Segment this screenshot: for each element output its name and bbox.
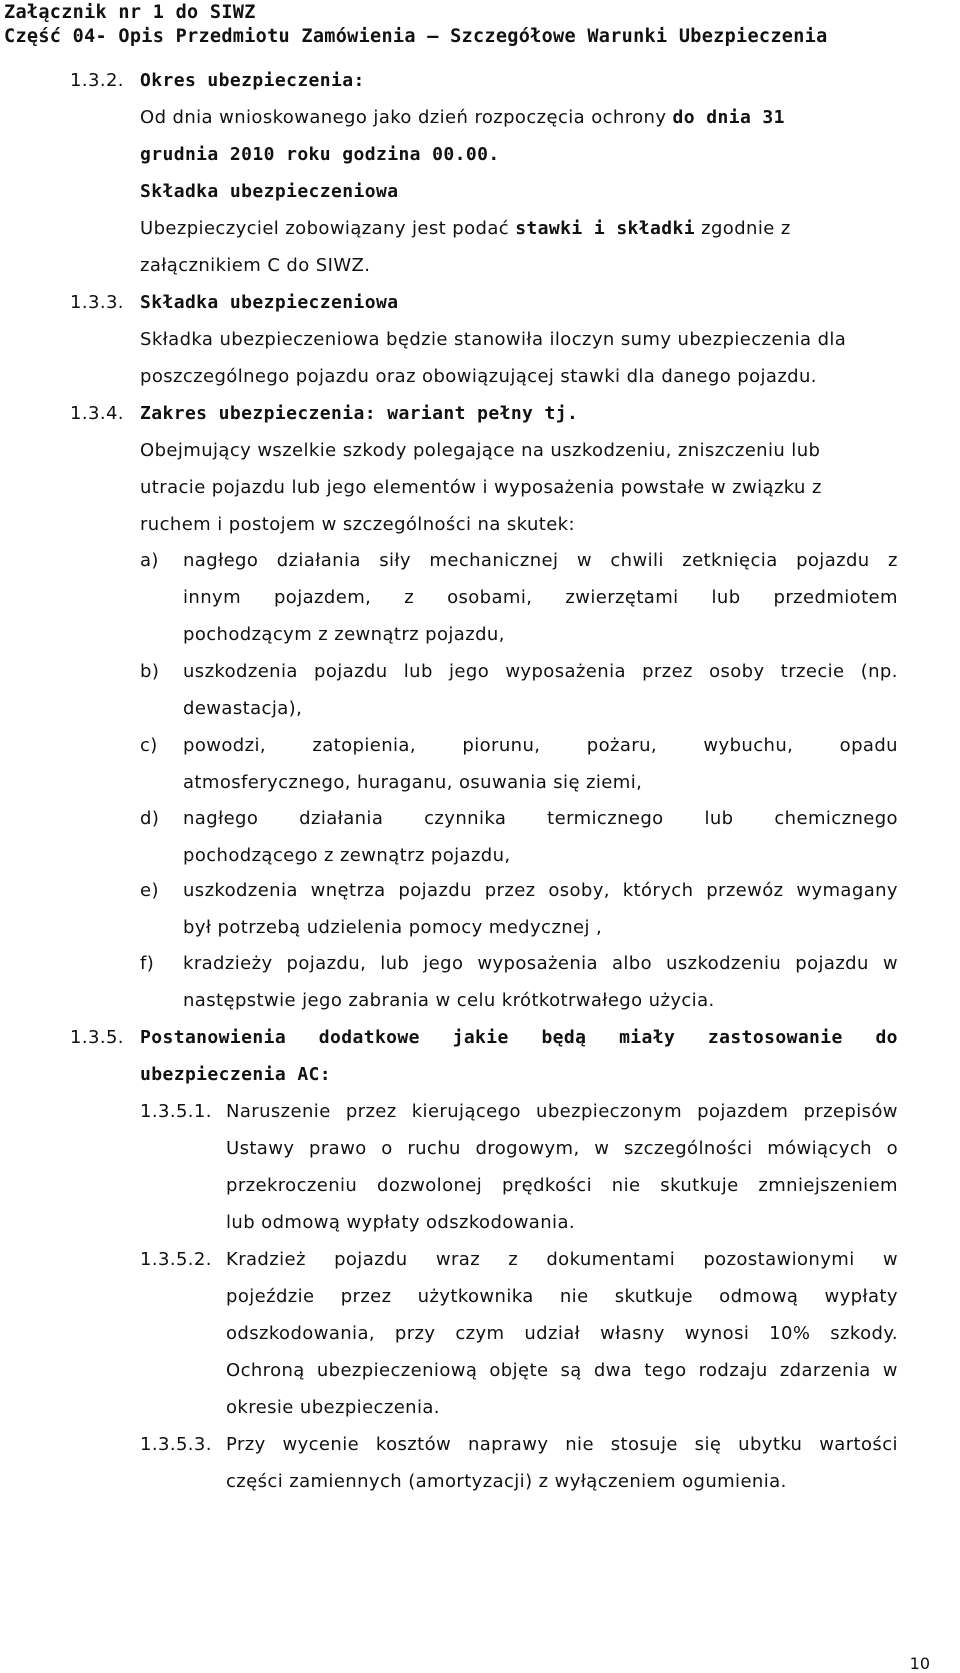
word: uszkodzeniu — [666, 953, 782, 974]
word: wartości — [819, 1434, 898, 1455]
subsection-number: 1.3.5.3. — [140, 1434, 212, 1455]
paragraph-line: ruchem i postojem w szczególności na skutek: — [140, 514, 575, 535]
word: przedmiotem — [773, 587, 898, 608]
list-item-line — [183, 880, 898, 902]
paragraph-line: Składka ubezpieczeniowa będzie stanowiła iloczyn sumy ubezpieczenia dla — [140, 329, 847, 350]
document-header-line1: Załącznik nr 1 do SIWZ — [4, 2, 256, 23]
word: czym — [455, 1323, 505, 1344]
section-number: 1.3.4. — [70, 403, 124, 424]
word: odszkodowania, — [226, 1323, 376, 1344]
word: Ustawy — [226, 1138, 295, 1159]
word: w — [594, 1138, 610, 1159]
word: skutkuje — [614, 1286, 693, 1307]
word: 10% — [769, 1323, 811, 1344]
word: zdarzenia — [779, 1360, 871, 1381]
list-item-line — [183, 550, 898, 572]
word: zetknięcia — [682, 550, 778, 571]
word: wnętrza — [310, 880, 386, 901]
word: zmniejszeniem — [758, 1175, 898, 1196]
subsection-line — [226, 1323, 898, 1345]
subsection-line — [226, 1175, 898, 1197]
paragraph-line: Obejmujący wszelkie szkody polegające na uszkodzeniu, zniszczeniu lub — [140, 440, 821, 461]
word: pojazdu — [398, 880, 472, 901]
subsection-line: lub odmową wypłaty odszkodowania. — [226, 1212, 576, 1233]
word: wypłaty — [824, 1286, 898, 1307]
subheading: Składka ubezpieczeniowa — [140, 181, 399, 202]
word: przy — [394, 1323, 436, 1344]
section-title: Zakres ubezpieczenia: wariant pełny tj. — [140, 403, 579, 424]
word: osoby, — [548, 880, 610, 901]
subsection-line — [226, 1138, 898, 1160]
list-item-label: a) — [140, 550, 159, 571]
word: pojeździe — [226, 1286, 315, 1307]
word: są — [560, 1360, 582, 1381]
word: działania — [299, 808, 384, 829]
word: Naruszenie — [226, 1101, 331, 1122]
list-item-label: e) — [140, 880, 159, 901]
word: Ochroną — [226, 1360, 305, 1381]
word: odmową — [719, 1286, 799, 1307]
section-title: Okres ubezpieczenia: — [140, 70, 365, 91]
word: z — [888, 550, 898, 571]
word: opadu — [839, 735, 898, 756]
list-item-line: atmosferycznego, huraganu, osuwania się ziemi, — [183, 772, 643, 793]
word: osobami, — [447, 587, 533, 608]
document-header-line2: Część 04- Opis Przedmiotu Zamówienia – Szczegółowe Warunki Ubezpieczenia — [4, 26, 828, 47]
word: uszkodzenia — [183, 661, 298, 682]
subsection-line: części zamiennych (amortyzacji) z wyłączeniem ogumienia. — [226, 1471, 787, 1492]
word: kierującego — [411, 1101, 521, 1122]
word: działania — [276, 550, 361, 571]
list-item-line: pochodzącego z zewnątrz pojazdu, — [183, 845, 511, 866]
word: nagłego — [183, 550, 259, 571]
word: kosztów — [375, 1434, 452, 1455]
word: Przy — [226, 1434, 266, 1455]
text-run: zgodnie z — [694, 218, 791, 239]
word: prawo — [309, 1138, 367, 1159]
word: szkody. — [830, 1323, 898, 1344]
word: czynnika — [424, 808, 507, 829]
section-title: Składka ubezpieczeniowa — [140, 292, 399, 313]
word: powodzi, — [183, 735, 266, 756]
word: lub — [403, 661, 433, 682]
word: zastosowanie — [707, 1027, 843, 1048]
word: uszkodzenia — [183, 880, 298, 901]
paragraph-line: poszczególnego pojazdu oraz obowiązującej stawki dla danego pojazdu. — [140, 366, 817, 387]
word: przez — [345, 1101, 397, 1122]
word: których — [622, 880, 694, 901]
word: chemicznego — [774, 808, 898, 829]
subsection-line — [226, 1286, 898, 1308]
word: przez — [642, 661, 693, 682]
word: o — [381, 1138, 393, 1159]
word: mówiących — [767, 1138, 872, 1159]
text-run: Ubezpieczyciel zobowiązany jest podać — [140, 218, 516, 239]
word: miały — [619, 1027, 676, 1048]
paragraph-line — [140, 218, 791, 240]
subsection-line: okresie ubezpieczenia. — [226, 1397, 440, 1418]
word: tego — [644, 1360, 687, 1381]
word: w — [576, 550, 592, 571]
word: wraz — [435, 1249, 481, 1270]
word: pojazdu — [314, 661, 388, 682]
word: pojazdem, — [273, 587, 372, 608]
word: lub — [711, 587, 741, 608]
word: pojazdem — [697, 1101, 789, 1122]
word: przepisów — [803, 1101, 898, 1122]
bold-run: stawki i składki — [515, 218, 695, 239]
word: skutkuje — [660, 1175, 739, 1196]
word: prędkości — [501, 1175, 592, 1196]
subsection-number: 1.3.5.2. — [140, 1249, 212, 1270]
section-number: 1.3.5. — [70, 1027, 124, 1048]
text-run: Od dnia wnioskowanego jako dzień rozpoczęcia ochrony — [140, 107, 673, 128]
word: nagłego — [183, 808, 259, 829]
word: dodatkowe — [318, 1027, 420, 1048]
word: przez — [340, 1286, 392, 1307]
word: wybuchu, — [703, 735, 794, 756]
word: wynosi — [684, 1323, 750, 1344]
word: pozostawionymi — [703, 1249, 855, 1270]
word: ubezpieczeniową — [316, 1360, 478, 1381]
section-number: 1.3.2. — [70, 70, 124, 91]
word: pożaru, — [586, 735, 658, 756]
word: w — [882, 1249, 898, 1270]
word: w — [882, 1360, 898, 1381]
word: nie — [611, 1175, 641, 1196]
subsection-line — [226, 1434, 898, 1456]
section-title — [140, 1027, 898, 1049]
list-item-line: dewastacja), — [183, 698, 303, 719]
list-item-line — [183, 953, 898, 975]
word: ubytku — [738, 1434, 803, 1455]
subsection-line — [226, 1101, 898, 1123]
word: dozwolonej — [377, 1175, 483, 1196]
word: dokumentami — [546, 1249, 676, 1270]
word: piorunu, — [462, 735, 541, 756]
list-item-line — [183, 587, 898, 609]
list-item-line — [183, 661, 898, 683]
word: jego — [449, 661, 490, 682]
word: w — [882, 953, 898, 974]
list-item-label: b) — [140, 661, 160, 682]
word: naprawy — [467, 1434, 549, 1455]
word: będą — [541, 1027, 587, 1048]
list-item-line: był potrzebą udzielenia pomocy medycznej , — [183, 917, 603, 938]
subsection-line — [226, 1360, 898, 1382]
bold-run: do dnia 31 — [672, 107, 785, 128]
word: siły — [379, 550, 411, 571]
word: nie — [565, 1434, 594, 1455]
word: objęte — [489, 1360, 549, 1381]
word: (np. — [860, 661, 898, 682]
list-item-line — [183, 808, 898, 830]
word: do — [875, 1027, 898, 1048]
word: ubezpieczonym — [536, 1101, 683, 1122]
section-title-cont: ubezpieczenia AC: — [140, 1064, 332, 1085]
paragraph-line — [140, 107, 785, 129]
word: jakie — [452, 1027, 509, 1048]
word: udział — [524, 1323, 581, 1344]
word: z — [404, 587, 415, 608]
list-item-label: d) — [140, 808, 160, 829]
paragraph-line: utracie pojazdu lub jego elementów i wyposażenia powstałe w związku z — [140, 477, 822, 498]
list-item-label: f) — [140, 953, 155, 974]
word: trzecie — [780, 661, 845, 682]
word: przekroczeniu — [226, 1175, 358, 1196]
word: pojazdu — [796, 550, 870, 571]
paragraph-line-bold: grudnia 2010 roku godzina 00.00. — [140, 144, 500, 165]
word: ruchu — [407, 1138, 461, 1159]
word: jego — [423, 953, 464, 974]
list-item-line: następstwie jego zabrania w celu krótkotrwałego użycia. — [183, 990, 715, 1011]
word: wyposażenia — [477, 953, 598, 974]
word: zatopienia, — [312, 735, 416, 756]
word: z — [508, 1249, 519, 1270]
word: Kradzież — [226, 1249, 306, 1270]
word: wycenie — [282, 1434, 360, 1455]
word: termicznego — [547, 808, 664, 829]
word: wymagany — [796, 880, 898, 901]
word: drogowym, — [475, 1138, 580, 1159]
word: lub — [380, 953, 410, 974]
subsection-line — [226, 1249, 898, 1271]
word: o — [886, 1138, 898, 1159]
word: innym — [183, 587, 242, 608]
word: własny — [600, 1323, 665, 1344]
word: chwili — [610, 550, 664, 571]
list-item-line: pochodzącym z zewnątrz pojazdu, — [183, 624, 505, 645]
word: przewóz — [706, 880, 784, 901]
word: dwa — [593, 1360, 633, 1381]
word: zwierzętami — [565, 587, 679, 608]
word: użytkownika — [417, 1286, 534, 1307]
subsection-number: 1.3.5.1. — [140, 1101, 212, 1122]
section-number: 1.3.3. — [70, 292, 124, 313]
word: lub — [704, 808, 734, 829]
word: pojazdu, — [286, 953, 367, 974]
word: mechanicznej — [429, 550, 559, 571]
word: nie — [559, 1286, 589, 1307]
page-number: 10 — [909, 1654, 930, 1673]
word: się — [694, 1434, 722, 1455]
word: pojazdu — [334, 1249, 408, 1270]
word: osoby — [709, 661, 765, 682]
word: albo — [611, 953, 653, 974]
list-item-line — [183, 735, 898, 757]
word: szczególności — [623, 1138, 753, 1159]
word: przez — [484, 880, 536, 901]
word: kradzieży — [183, 953, 273, 974]
word: rodzaju — [698, 1360, 768, 1381]
word: pojazdu — [795, 953, 869, 974]
paragraph-line: załącznikiem C do SIWZ. — [140, 255, 371, 276]
word: wyposażenia — [505, 661, 626, 682]
word: stosuje — [610, 1434, 678, 1455]
word: Postanowienia — [140, 1027, 287, 1048]
list-item-label: c) — [140, 735, 158, 756]
